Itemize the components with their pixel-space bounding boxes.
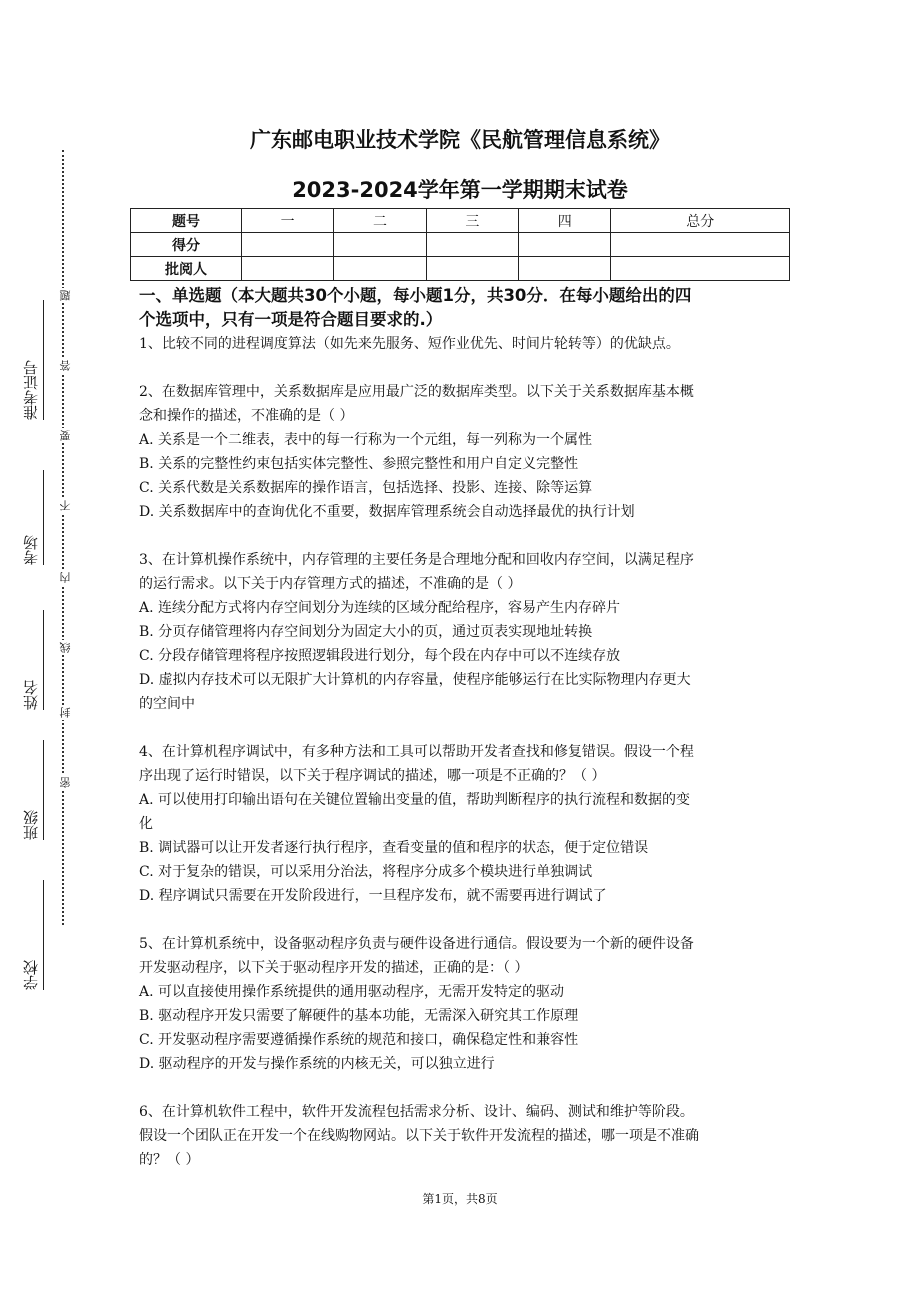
question-4 xyxy=(139,740,789,908)
option-b[interactable]: B. 分页存储管理将内存空间划分为固定大小的页，通过页表实现地址转换 xyxy=(139,624,593,640)
grader-cell[interactable] xyxy=(519,257,611,281)
section-heading: 一、单选题（本大题共30个小题，每小题1分，共30分．在每小题给出的四 xyxy=(139,286,692,305)
option-b[interactable]: B. 驱动程序开发只需要了解硬件的基本功能，无需深入研究其工作原理 xyxy=(139,1008,579,1024)
grader-row-label: 批阅人 xyxy=(131,257,242,281)
option-d[interactable]: D. 程序调试只需要在开发阶段进行，一旦程序发布，就不需要再进行调试了 xyxy=(139,888,607,904)
section-heading: 个选项中，只有一项是符合题目要求的.） xyxy=(139,310,443,329)
question-3 xyxy=(139,548,789,716)
score-header-cell: 题号 xyxy=(131,209,242,233)
option-c[interactable]: C. 对于复杂的错误，可以采用分治法，将程序分成多个模块进行单独调试 xyxy=(139,864,593,880)
score-cell[interactable] xyxy=(426,233,518,257)
option-c[interactable]: C. 开发驱动程序需要遵循操作系统的规范和接口，确保稳定性和兼容性 xyxy=(139,1032,579,1048)
option-a[interactable]: A. 可以直接使用操作系统提供的通用驱动程序，无需开发特定的驱动 xyxy=(139,984,565,1000)
option-a[interactable]: A. 关系是一个二维表，表中的每一行称为一个元组，每一列称为一个属性 xyxy=(139,432,593,448)
name-label: 姓名 xyxy=(22,680,40,710)
seal-char: 答 xyxy=(59,360,72,371)
class-label: 班级 xyxy=(22,810,40,840)
grader-row xyxy=(131,257,790,281)
score-cell[interactable] xyxy=(611,233,790,257)
score-header-cell: 一 xyxy=(242,209,334,233)
score-row-label: 得分 xyxy=(131,233,242,257)
seal-dotted-line xyxy=(62,150,64,925)
option-d[interactable]: D. 虚拟内存技术可以无限扩大计算机的内存容量，使程序能够运行在比实际物理内存更大 xyxy=(139,672,691,688)
question-stem: 5、在计算机系统中，设备驱动程序负责与硬件设备进行通信。假设要为一个新的硬件设备 xyxy=(139,936,694,952)
school-label: 学校 xyxy=(22,960,40,990)
score-row xyxy=(131,233,790,257)
exam-id-field[interactable] xyxy=(20,300,44,420)
grader-cell[interactable] xyxy=(334,257,426,281)
exam-id-label: 准考证号 xyxy=(22,360,40,420)
question-stem: 假设一个团队正在开发一个在线购物网站。以下关于软件开发流程的描述，哪一项是不准确 xyxy=(139,1128,699,1144)
score-header-cell: 四 xyxy=(519,209,611,233)
seal-char: 要 xyxy=(59,430,72,441)
question-stem: 开发驱动程序，以下关于驱动程序开发的描述，正确的是：（ ） xyxy=(139,960,529,976)
question-stem: 4、在计算机程序调试中，有多种方法和工具可以帮助开发者查找和修复错误。假设一个程 xyxy=(139,744,694,760)
exam-content xyxy=(139,284,789,1196)
score-header-cell: 三 xyxy=(426,209,518,233)
option-a[interactable]: A. 连续分配方式将内存空间划分为连续的区域分配给程序，容易产生内存碎片 xyxy=(139,600,621,616)
page-number: 第1页，共8页 xyxy=(422,1192,498,1206)
question-stem: 的运行需求。以下关于内存管理方式的描述，不准确的是（ ） xyxy=(139,576,522,592)
seal-char: 题 xyxy=(59,290,72,301)
seal-char: 线 xyxy=(59,642,72,653)
question-stem: 1、比较不同的进程调度算法（如先来先服务、短作业优先、时间片轮转等）的优缺点。 xyxy=(139,336,680,352)
question-stem: 念和操作的描述，不准确的是（ ） xyxy=(139,408,354,424)
exam-title: 广东邮电职业技术学院《民航管理信息系统》 xyxy=(250,128,670,152)
binding-margin xyxy=(0,0,120,1302)
score-header-cell: 二 xyxy=(334,209,426,233)
seal-char: 封 xyxy=(59,707,72,718)
score-table xyxy=(130,208,790,281)
grader-cell[interactable] xyxy=(426,257,518,281)
seal-char: 密 xyxy=(59,777,72,788)
option-b[interactable]: B. 关系的完整性约束包括实体完整性、参照完整性和用户自定义完整性 xyxy=(139,456,579,472)
option-b[interactable]: B. 调试器可以让开发者逐行执行程序，查看变量的值和程序的状态，便于定位错误 xyxy=(139,840,649,856)
school-field[interactable] xyxy=(20,880,44,990)
question-1 xyxy=(139,332,789,356)
grader-cell[interactable] xyxy=(611,257,790,281)
question-stem: 2、在数据库管理中，关系数据库是应用最广泛的数据库类型。以下关于关系数据库基本概 xyxy=(139,384,694,400)
option-d-continued: 的空间中 xyxy=(139,696,195,712)
question-stem: 的？（ ） xyxy=(139,1152,200,1168)
score-cell[interactable] xyxy=(519,233,611,257)
exam-room-label: 考场 xyxy=(22,535,40,565)
score-table-header-row xyxy=(131,209,790,233)
question-stem: 6、在计算机软件工程中，软件开发流程包括需求分析、设计、编码、测试和维护等阶段。 xyxy=(139,1104,694,1120)
option-a[interactable]: A. 可以使用打印输出语句在关键位置输出变量的值，帮助判断程序的执行流程和数据的变 xyxy=(139,792,691,808)
question-5 xyxy=(139,932,789,1076)
score-cell[interactable] xyxy=(334,233,426,257)
question-stem: 序出现了运行时错误，以下关于程序调试的描述，哪一项是不正确的？（ ） xyxy=(139,768,606,784)
grader-cell[interactable] xyxy=(242,257,334,281)
option-a-continued: 化 xyxy=(139,816,153,832)
option-d[interactable]: D. 关系数据库中的查询优化不重要，数据库管理系统会自动选择最优的执行计划 xyxy=(139,504,635,520)
score-header-cell: 总分 xyxy=(611,209,790,233)
exam-room-field[interactable] xyxy=(20,470,44,565)
class-field[interactable] xyxy=(20,740,44,840)
exam-subtitle: 2023-2024学年第一学期期末试卷 xyxy=(292,178,628,202)
question-2 xyxy=(139,380,789,524)
seal-char: 内 xyxy=(59,572,72,583)
name-field[interactable] xyxy=(20,610,44,710)
option-c[interactable]: C. 关系代数是关系数据库的操作语言，包括选择、投影、连接、除等运算 xyxy=(139,480,593,496)
option-c[interactable]: C. 分段存储管理将程序按照逻辑段进行划分，每个段在内存中可以不连续存放 xyxy=(139,648,621,664)
question-6 xyxy=(139,1100,789,1172)
question-stem: 3、在计算机操作系统中，内存管理的主要任务是合理地分配和回收内存空间，以满足程序 xyxy=(139,552,694,568)
option-d[interactable]: D. 驱动程序的开发与操作系统的内核无关，可以独立进行 xyxy=(139,1056,495,1072)
seal-char: 不 xyxy=(59,500,72,511)
score-cell[interactable] xyxy=(242,233,334,257)
